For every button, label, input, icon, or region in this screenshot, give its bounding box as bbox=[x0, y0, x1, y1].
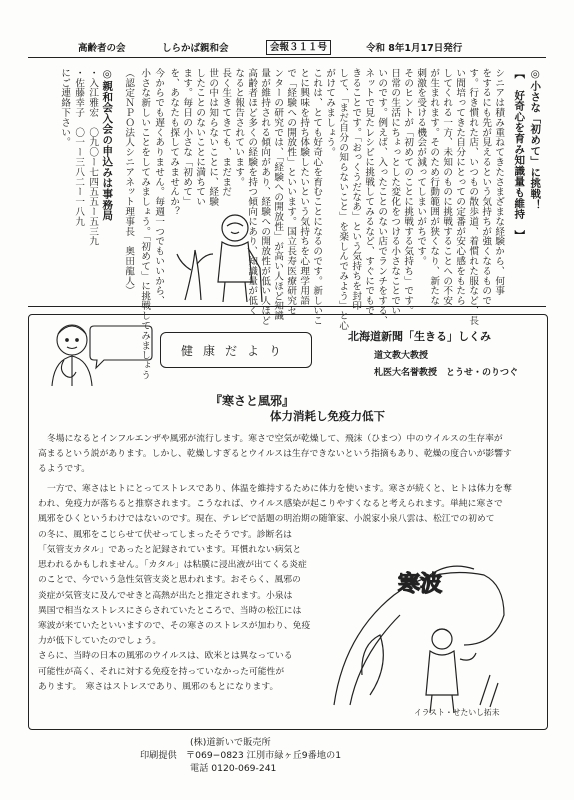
health-paragraph bbox=[38, 482, 546, 543]
article-column: これは、とても好奇心を育むことになるのです。新しいこ bbox=[311, 68, 323, 326]
newsletter-header bbox=[70, 40, 530, 56]
article-column: なると報告されています。 bbox=[233, 68, 245, 187]
article-column: 日常の生活にちょっとした変化をつける小さなことでい bbox=[389, 68, 401, 316]
article-column: す。行き慣れた店、いつもの散歩道、着慣れた服など、長 bbox=[467, 68, 479, 326]
series-title: 北海道新聞「生きる」しくみ bbox=[348, 330, 491, 343]
issue-date: 令和 8年1月17日発行 bbox=[366, 43, 463, 54]
cold-wave-label: 寒波 bbox=[398, 572, 443, 597]
article-column: をするにも先が見えるという気持ちが強くなるもので bbox=[480, 68, 492, 306]
text-line: われ、免疫力が落ちると推察されます。こうなれば、ウイルス感染が起こりやすくなると考えられます。単純に寒さで bbox=[38, 499, 503, 510]
top-article-title: ◎小さな「初めて」に挑戦！ bbox=[529, 68, 542, 210]
elderly-man-illustration bbox=[165, 200, 285, 305]
text-line: のことで、今でいう急性気管支炎と思われます。おそらく、風邪の bbox=[38, 575, 301, 586]
text-line: 力が低下していたのでしょう。 bbox=[38, 636, 162, 647]
header-rule bbox=[28, 57, 546, 58]
article-column: したことのないことに満ちてい bbox=[194, 68, 206, 207]
text-line: 高まるという説があります。しかし、乾燥しすぎるとウイルスは生存できないという指摘もあり、乾燥の度合いが影響す bbox=[38, 449, 512, 460]
article-attribution: （認定ＮＰＯ法人シニアネット理事長 奥田龍人） bbox=[123, 68, 135, 296]
health-article-subtitle: 体力消耗し免疫力低下 bbox=[270, 409, 385, 423]
text-line: るようです。 bbox=[38, 464, 91, 475]
text-line: 異国で相当なストレスにさらされていたところで、当時の松江には bbox=[38, 605, 302, 616]
text-line: さらに、当時の日本の風邪のウイルスは、欧米とは異なっている bbox=[38, 651, 293, 662]
footer-company: (株)道新いで販売所 bbox=[190, 737, 271, 748]
health-paragraph bbox=[38, 543, 350, 695]
cold-wave-illustration bbox=[330, 555, 510, 715]
section-divider bbox=[28, 306, 546, 307]
contact-line: ・入江雅宏 〇九〇ー七四五五ー五三九 bbox=[87, 68, 99, 247]
article-column: きることです。「おっくうだなあ」という気持ちを封印 bbox=[350, 68, 362, 311]
footer bbox=[140, 736, 440, 775]
article-column: 小さな新しいことをしてみましょう。「初めて」に挑戦してみましょう bbox=[139, 68, 151, 380]
doctor-illustration bbox=[36, 316, 154, 388]
text-line: 風邪をひくというわけではないのです。現在、テレビで話題の明治期の随筆家、小説家小泉八雲は、松江での初めて bbox=[38, 514, 495, 525]
issue-number: 会報３１１号 bbox=[266, 40, 331, 55]
article-column: して、「まだ自分の知らないこと」を楽しんでみよう」と心 bbox=[337, 68, 349, 331]
health-paragraph bbox=[38, 432, 546, 478]
text-line: 炎症が気管支に及んでせきと高熱が出たと推定されます。小泉は bbox=[38, 590, 293, 601]
text-line: 思われるかもしれません。「カタル」は粘膜に浸出液が出てくる炎症 bbox=[38, 560, 307, 571]
text-line: 冬場になるとインフルエンザや風邪が流行します。寒さで空気が乾燥して、飛沫（ひまつ）中のウイルスの生存率が bbox=[47, 434, 503, 444]
article-column: 量が維持される傾向があり、経験への開放性が低い人ほど bbox=[259, 68, 271, 326]
article-column: してくれる一方、未知のものに挑戦することへの不安 bbox=[441, 68, 453, 306]
article-column: が生まれます。そのため行動範囲が狭くなり、新たな bbox=[428, 68, 440, 306]
text-line: 寒波が来ていたといいますので、その寒さのストレスが加わり、免疫 bbox=[38, 621, 311, 632]
membership-heading: ◎親和会入会の申込みは事務局 bbox=[101, 68, 114, 221]
text-line: 「気管支カタル」であったと記録されています。耳慣れない病気と bbox=[38, 545, 302, 555]
illustration-credit: イラスト・せたいし拓未 bbox=[414, 708, 500, 717]
article-column: を、あなたも探してみませんか？ bbox=[168, 68, 180, 217]
footer-phone: 電話 0120-069-241 bbox=[190, 763, 277, 774]
article-column: 長く生きてきても、まだまだ bbox=[220, 68, 232, 197]
health-article-title: 『寒さと風邪』 bbox=[210, 394, 295, 408]
health-column-banner: 健康だより bbox=[160, 332, 312, 368]
article-column: ンターの研究では、「経験への開放性」が高い人ほど知識 bbox=[272, 68, 284, 321]
article-column: で「経験への開放性」といいます。国立長寿医療研究セ bbox=[285, 68, 297, 316]
contact-note: にご連絡下さい。 bbox=[59, 68, 71, 148]
text-line: の冬に、風邪をこじらせて伏せってしまったそうです。診断名は bbox=[38, 529, 292, 540]
text-line: 可能性が高く、それに対する免疫を持っていなかった可能性が bbox=[38, 666, 285, 677]
article-column: ネットで見たレシピに挑戦してみるなど、すぐにでもで bbox=[363, 68, 375, 316]
author-name: 札医大名誉教授 とうせ・のりつぐ bbox=[374, 368, 519, 378]
article-column: そのヒントが「初めてのことに挑戦する気持ち」です。 bbox=[402, 68, 414, 316]
footer-print: 印刷提供 〒069−0823 江別市緑ヶ丘9番地の1 bbox=[140, 750, 342, 761]
text-line: あります。 寒さはストレスであり、風邪のもとになります。 bbox=[38, 681, 279, 692]
contact-line: ・佐藤幸子 〇一ー三八二ー一八九 bbox=[73, 68, 85, 227]
article-column: とに興味を持ち体験したいという気持ちを心理学用語 bbox=[298, 68, 310, 306]
article-column: ます。毎日の小さな「初めて」 bbox=[181, 68, 193, 207]
text-line: 一方で、寒さはヒトにとってストレスであり、体温を維持するために体力を使います。寒さが続くと、ヒトは体力を奪 bbox=[47, 484, 512, 494]
article-column: い間培ってきた自分にとっての定番が安心感をもたら bbox=[454, 68, 466, 306]
article-column: 今からでも遅くありません。毎週一つでもいいから、 bbox=[153, 68, 165, 306]
article-column: シニアは積み重ねてきたさまざまな経験から、何事 bbox=[493, 68, 505, 296]
org-label: 高齢者の会 bbox=[78, 43, 126, 54]
top-article-subtitle: 【 好奇心を育み知識量も維持 】 bbox=[513, 68, 526, 241]
club-name: しらかば親和会 bbox=[162, 43, 229, 54]
article-column: がけてみましょう。 bbox=[324, 68, 336, 158]
author-title: 道文教大教授 bbox=[374, 351, 429, 361]
article-column: 刺激を受ける機会が減ってしまいがちです。 bbox=[415, 68, 427, 266]
article-column: 高齢者ほど多くの経験を持つ傾向にあり、知識量が低く bbox=[246, 68, 258, 316]
article-column: 世の中は知らないことに、経験 bbox=[207, 68, 219, 207]
article-column: いのです。例えば、入ったことのない店でランチをする、 bbox=[376, 68, 388, 326]
